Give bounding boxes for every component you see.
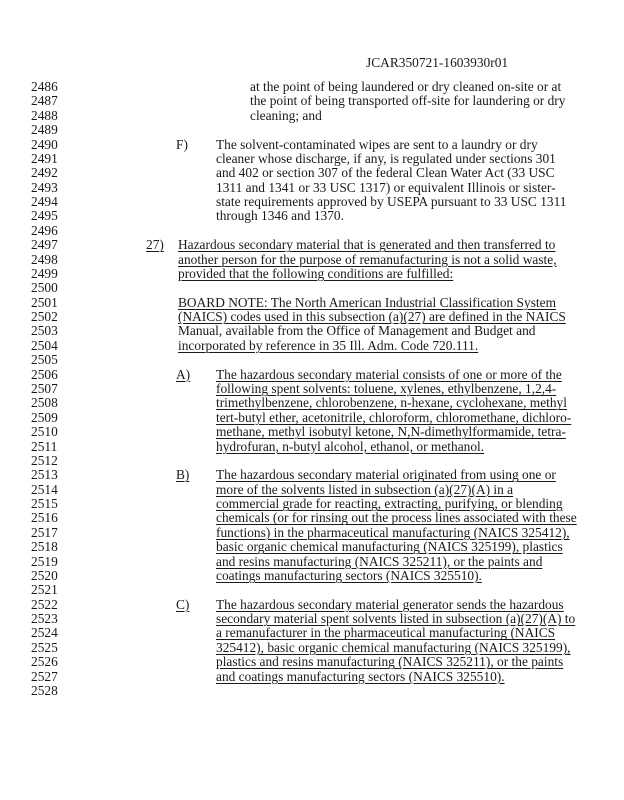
line-number: 2493 — [31, 179, 58, 195]
board-note-text: (NAICS) codes used in this subsection (a)(27) are defined in the NAICS — [178, 309, 566, 325]
line-number: 2515 — [31, 496, 58, 512]
line-number: 2499 — [31, 265, 58, 281]
item-a-text: methane, methyl isobutyl ketone, N,N-dimethylformamide, tetra- — [216, 424, 566, 440]
item-f-text: cleaner whose discharge, if any, is regulated under sections 301 — [216, 150, 556, 166]
line-number: 2512 — [31, 452, 58, 468]
item-b-text: functions) in the pharmaceutical manufacturing (NAICS 325412), — [216, 524, 570, 540]
line-number: 2525 — [31, 639, 58, 655]
line-number: 2519 — [31, 553, 58, 569]
line-number: 2488 — [31, 107, 58, 123]
line-number: 2513 — [31, 467, 58, 483]
item-e-continuation-text: the point of being transported off-site for laundering or dry — [250, 93, 566, 109]
line-number: 2494 — [31, 194, 58, 210]
line-number: 2497 — [31, 237, 58, 253]
line-number: 2528 — [31, 682, 58, 698]
item-a-text: following spent solvents: toluene, xylenes, ethylbenzene, 1,2,4- — [216, 380, 557, 396]
item-f-text: state requirements approved by USEPA pursuant to 33 USC 1311 — [216, 194, 567, 210]
board-note-text: BOARD NOTE: The North American Industrial Classification System — [178, 294, 556, 310]
subsection-27-text: provided that the following conditions are fulfilled: — [178, 265, 454, 281]
item-a-text: hydrofuran, n-butyl alcohol, ethanol, or methanol. — [216, 438, 485, 454]
item-a-text: trimethylbenzene, chlorobenzene, n-hexane, cyclohexane, methyl — [216, 395, 567, 411]
document-id-header: JCAR350721-1603930r01 — [366, 55, 509, 70]
item-e-continuation-text: at the point of being laundered or dry cleaned on-site or at — [250, 79, 562, 94]
line-number: 2523 — [31, 611, 58, 627]
line-number: 2498 — [31, 251, 58, 267]
line-number: 2486 — [31, 79, 58, 94]
line-number: 2495 — [31, 208, 58, 224]
line-number: 2521 — [31, 582, 58, 598]
item-c-text: The hazardous secondary material generator sends the hazardous — [216, 596, 564, 612]
item-b-text: and resins manufacturing (NAICS 325211), or the paints and — [216, 553, 543, 569]
subsection-27-text: Hazardous secondary material that is generated and then transferred to — [178, 237, 556, 253]
line-number: 2526 — [31, 654, 58, 670]
line-number: 2527 — [31, 668, 58, 684]
item-b-label: B) — [176, 467, 190, 483]
item-c-text: 325412), basic organic chemical manufacturing (NAICS 325199), — [216, 639, 571, 655]
item-f-text: 1311 and 1341 or 33 USC 1317) or equivalent Illinois or sister- — [216, 179, 556, 195]
line-number: 2517 — [31, 524, 58, 540]
line-number: 2516 — [31, 510, 58, 526]
line-number: 2490 — [31, 136, 58, 152]
item-a-text: tert-butyl ether, acetonitrile, chloroform, chloromethane, dichloro- — [216, 409, 572, 425]
item-b-text: coatings manufacturing sectors (NAICS 325510). — [216, 567, 482, 583]
line-number: 2522 — [31, 596, 58, 612]
item-b-text: basic organic chemical manufacturing (NAICS 325199), plastics — [216, 539, 563, 555]
item-b-text: commercial grade for reacting, extracting, purifying, or blending — [216, 496, 563, 512]
line-number: 2511 — [31, 438, 58, 454]
line-number: 2505 — [31, 352, 58, 368]
line-number: 2501 — [31, 294, 58, 310]
line-number: 2520 — [31, 567, 58, 583]
item-b-text: chemicals (or for rinsing out the process lines associated with these — [216, 510, 577, 526]
item-c-text: and coatings manufacturing sectors (NAICS 325510). — [216, 668, 505, 684]
line-number: 2502 — [31, 309, 58, 325]
line-number: 2524 — [31, 625, 58, 641]
board-note-text: incorporated by reference in 35 Ill. Adm. Code 720.111. — [178, 337, 479, 353]
line-number: 2492 — [31, 165, 58, 181]
line-number: 2506 — [31, 366, 58, 382]
item-c-text: secondary material spent solvents listed in subsection (a)(27)(A) to — [216, 611, 576, 627]
line-number: 2500 — [31, 280, 58, 296]
line-number: 2509 — [31, 409, 58, 425]
line-number: 2507 — [31, 380, 58, 396]
board-note-text: Manual, available from the Office of Management and Budget and — [178, 323, 536, 339]
item-f-label: F) — [176, 136, 188, 152]
item-f-text: through 1346 and 1370. — [216, 208, 344, 224]
item-a-label: A) — [176, 366, 191, 382]
line-number: 2496 — [31, 222, 58, 238]
subsection-27-label: 27) — [146, 237, 164, 253]
item-f-text: and 402 or section 307 of the federal Clean Water Act (33 USC — [216, 165, 555, 181]
line-number: 2491 — [31, 150, 58, 166]
item-b-text: more of the solvents listed in subsection (a)(27)(A) in a — [216, 481, 514, 497]
item-a-text: The hazardous secondary material consists of one or more of the — [216, 366, 562, 382]
item-c-text: plastics and resins manufacturing (NAICS 325211), or the paints — [216, 654, 564, 670]
line-number: 2489 — [31, 122, 58, 138]
line-number: 2487 — [31, 93, 58, 109]
item-f-text: The solvent-contaminated wipes are sent to a laundry or dry — [216, 136, 538, 152]
item-b-text: The hazardous secondary material originated from using one or — [216, 467, 556, 483]
item-c-label: C) — [176, 596, 190, 612]
line-number: 2510 — [31, 424, 58, 440]
line-number: 2508 — [31, 395, 58, 411]
line-number: 2503 — [31, 323, 58, 339]
item-e-continuation-text: cleaning; and — [250, 107, 322, 123]
item-c-text: a remanufacturer in the pharmaceutical manufacturing (NAICS — [216, 625, 556, 641]
subsection-27-text: another person for the purpose of remanufacturing is not a solid waste, — [178, 251, 557, 267]
line-number: 2514 — [31, 481, 58, 497]
line-number: 2504 — [31, 337, 58, 353]
line-number: 2518 — [31, 539, 58, 555]
